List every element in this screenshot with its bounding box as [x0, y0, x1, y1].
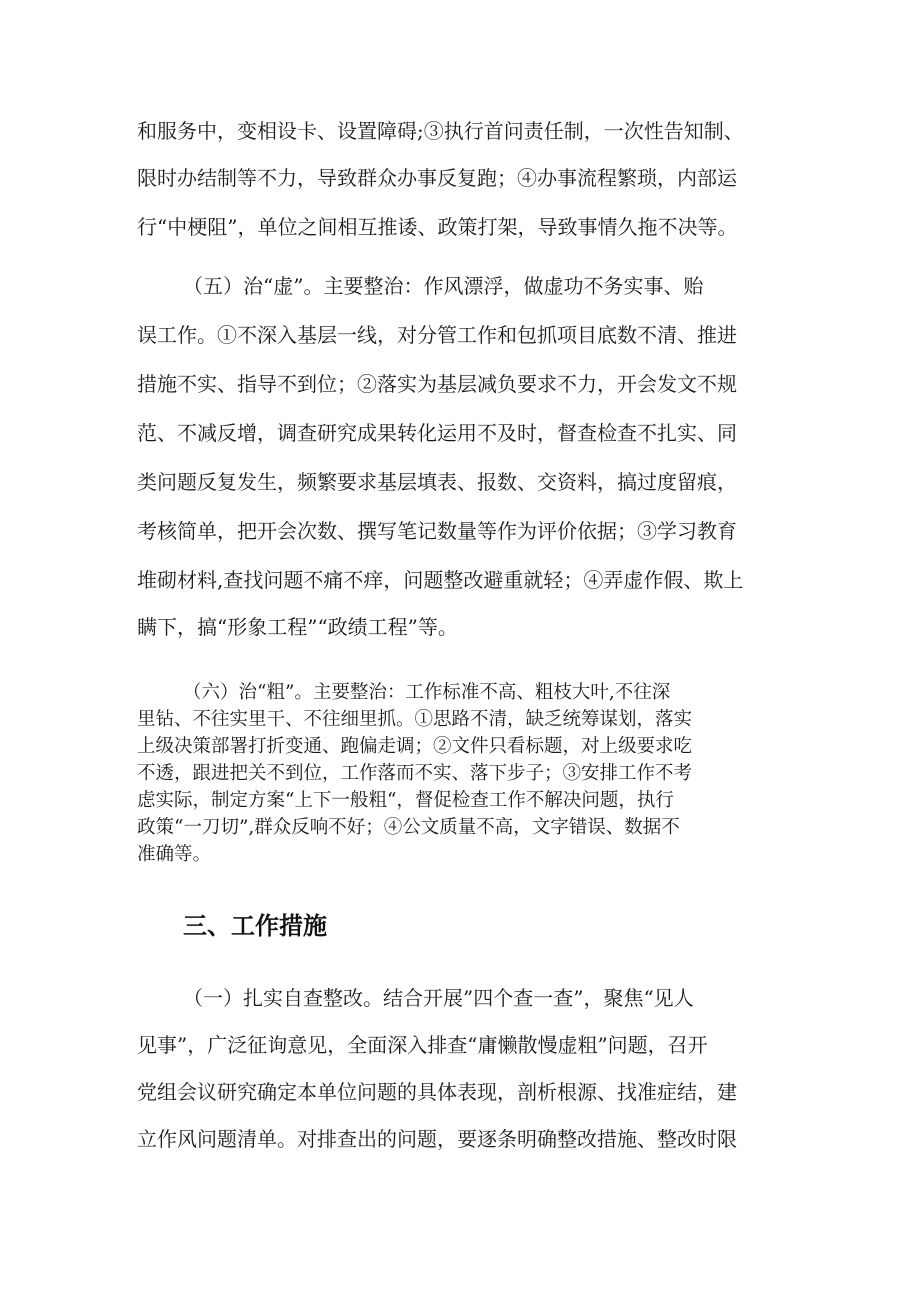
paragraph-line: 党组会议研究确定本单位问题的具体表现，剖析根源、找准症结，建 — [137, 1080, 737, 1104]
paragraph-line: （五）治“虚”。主要整治：作风漂浮，做虚功不务实事、贻 — [183, 274, 704, 298]
paragraph-line: 限时办结制等不力，导致群众办事反复跑；④办事流程繁琐，内部运 — [137, 166, 737, 190]
paragraph-line: 措施不实、指导不到位；②落实为基层减负要求不力，开会发文不规 — [137, 372, 737, 396]
paragraph-line: 里钻、不往实里干、不往细里抓。①思路不清，缺乏统筹谋划，落实 — [137, 709, 693, 730]
paragraph-line: 类问题反复发生，频繁要求基层填表、报数、交资料，搞过度留痕， — [137, 470, 737, 494]
paragraph-line: 上级决策部署打折变通、跑偏走调；②文件只看标题，对上级要求吃 — [137, 736, 693, 757]
paragraph-line: 虑实际，制定方案“上下一般粗“，督促检查工作不解决问题，执行 — [137, 790, 674, 811]
paragraph-line: （一）扎实自查整改。结合开展”四个查一查”，聚焦“见人 — [183, 986, 694, 1010]
paragraph-line: 准确等。 — [137, 844, 212, 865]
paragraph-line: 立作风问题清单。对排查出的问题，要逐条明确整改措施、整改时限 — [137, 1127, 737, 1151]
section-heading: 三、工作措施 — [183, 912, 327, 940]
paragraph-line: 范、不减反增，调查研究成果转化运用不及时，督查检查不扎实、同 — [137, 421, 737, 445]
paragraph-line: 不透，跟进把关不到位，工作落而不实、落下步子；③安排工作不考 — [137, 763, 693, 784]
paragraph-line: 见事”，广泛征询意见，全面深入排查“庸懒散慢虚粗”问题，召开 — [137, 1033, 708, 1057]
paragraph-line: 瞒下，搞“形象工程”“政绩工程”等。 — [137, 615, 458, 639]
paragraph-line: 和服务中，变相设卡、设置障碍;③执行首问责任制，一次性告知制、 — [137, 119, 744, 143]
paragraph-line: 行“中梗阻”，单位之间相互推诿、政策打架，导致事情久拖不决等。 — [137, 215, 738, 239]
paragraph-line: 堆砌材料,查找问题不痛不痒，问题整改避重就轻；④弄虚作假、欺上 — [137, 568, 744, 592]
paragraph-line: 考核简单，把开会次数、撰写笔记数量等作为评价依据；③学习教育 — [137, 519, 737, 543]
paragraph-line: 误工作。①不深入基层一线，对分管工作和包抓项目底数不清、推进 — [137, 323, 737, 347]
paragraph-line: 政策“一刀切”,群众反响不好；④公文质量不高，文字错误、数据不 — [137, 817, 680, 838]
paragraph-line: （六）治“粗”。主要整治：工作标准不高、粗枝大叶,不往深 — [183, 682, 671, 703]
